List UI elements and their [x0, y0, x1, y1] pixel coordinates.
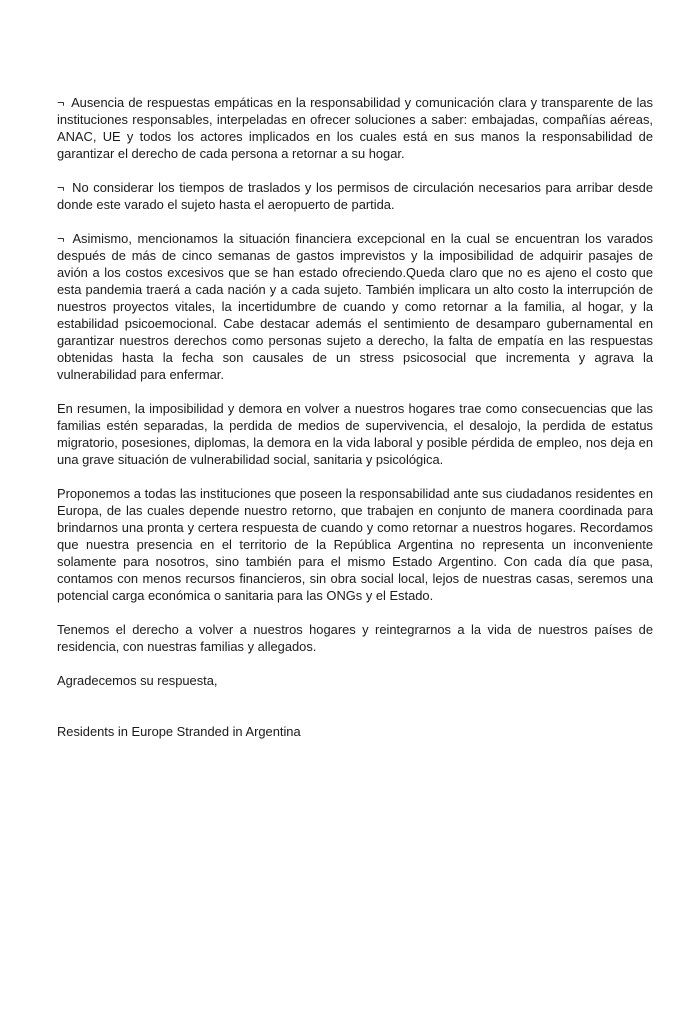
bullet-marker: ¬ — [57, 180, 65, 195]
bullet-marker: ¬ — [57, 95, 65, 110]
signature-spacer — [57, 689, 653, 723]
bullet-paragraph-1 — [57, 94, 653, 162]
right-paragraph: Tenemos el derecho a volver a nuestros hogares y reintegrarnos a la vida de nuestros países de residencia, con nuestras familias y allegados. — [57, 622, 653, 654]
bullet-text: No considerar los tiempos de traslados y los permisos de circulación necesarios para arribar desde donde este varado el sujeto hasta el aeropuerto de partida. — [57, 180, 653, 212]
proposal-paragraph: Proponemos a todas las instituciones que poseen la responsabilidad ante sus ciudadanos residentes en Europa, de las cuales depende nuestro retorno, que trabajen en conjunto de manera coordinada para brindarnos una pronta y certera respuesta de cuando y como retornar a nuestros hogares. Recordamos que nuestra presencia en el territorio de la República Argentina no representa un inconveniente solamente para nosotros, sino también para el mismo Estado Argentino. Con cada día que pasa, contamos con menos recursos financieros, sin obra social local, lejos de nuestras casas, seremos una potencial carga económica o sanitaria para las ONGs y el Estado. — [57, 486, 653, 603]
closing-line: Agradecemos su respuesta, — [57, 673, 218, 688]
bullet-text: Ausencia de respuestas empáticas en la responsabilidad y comunicación clara y transparente de las instituciones responsables, interpeladas en ofrecer soluciones a saber: embajadas, compañías aéreas, ANAC, UE y todos los actores implicados en los cuales está en sus manos la responsabilidad de garantizar el derecho de cada persona a retornar a su hogar. — [57, 95, 653, 161]
bullet-text: Asimismo, mencionamos la situación financiera excepcional en la cual se encuentran los varados después de más de cinco semanas de gastos imprevistos y la imposibilidad de adquirir pasajes de avión a los costos excesivos que se han estado ofreciendo.Queda claro que no es ajeno el costo que esta pandemia traerá a cada nación y a cada sujeto. También implicara un alto costo la interrupción de nuestros proyectos vitales, la incertidumbre de cuando y como retornar a la familia, al hogar, y la estabilidad psicoemocional. Cabe destacar además el sentimiento de desamparo gubernamental en garantizar nuestros derechos como personas sujeto a derecho, la falta de empatía en las respuestas obtenidas hasta la fecha son causales de un stress psicosocial que incrementa y agrava la vulnerabilidad para enfermar. — [57, 231, 653, 382]
summary-paragraph: En resumen, la imposibilidad y demora en volver a nuestros hogares trae como consecuencias que las familias estén separadas, la perdida de medios de supervivencia, el desalojo, la perdida de estatus migratorio, posesiones, diplomas, la demora en la vida laboral y posible pérdida de empleo, nos deja en una grave situación de vulnerabilidad social, sanitaria y psicológica. — [57, 401, 653, 467]
signature-line: Residents in Europe Stranded in Argentina — [57, 724, 301, 739]
bullet-paragraph-3 — [57, 230, 653, 383]
bullet-paragraph-2 — [57, 179, 653, 213]
bullet-marker: ¬ — [57, 231, 65, 246]
letter-body — [57, 94, 653, 740]
